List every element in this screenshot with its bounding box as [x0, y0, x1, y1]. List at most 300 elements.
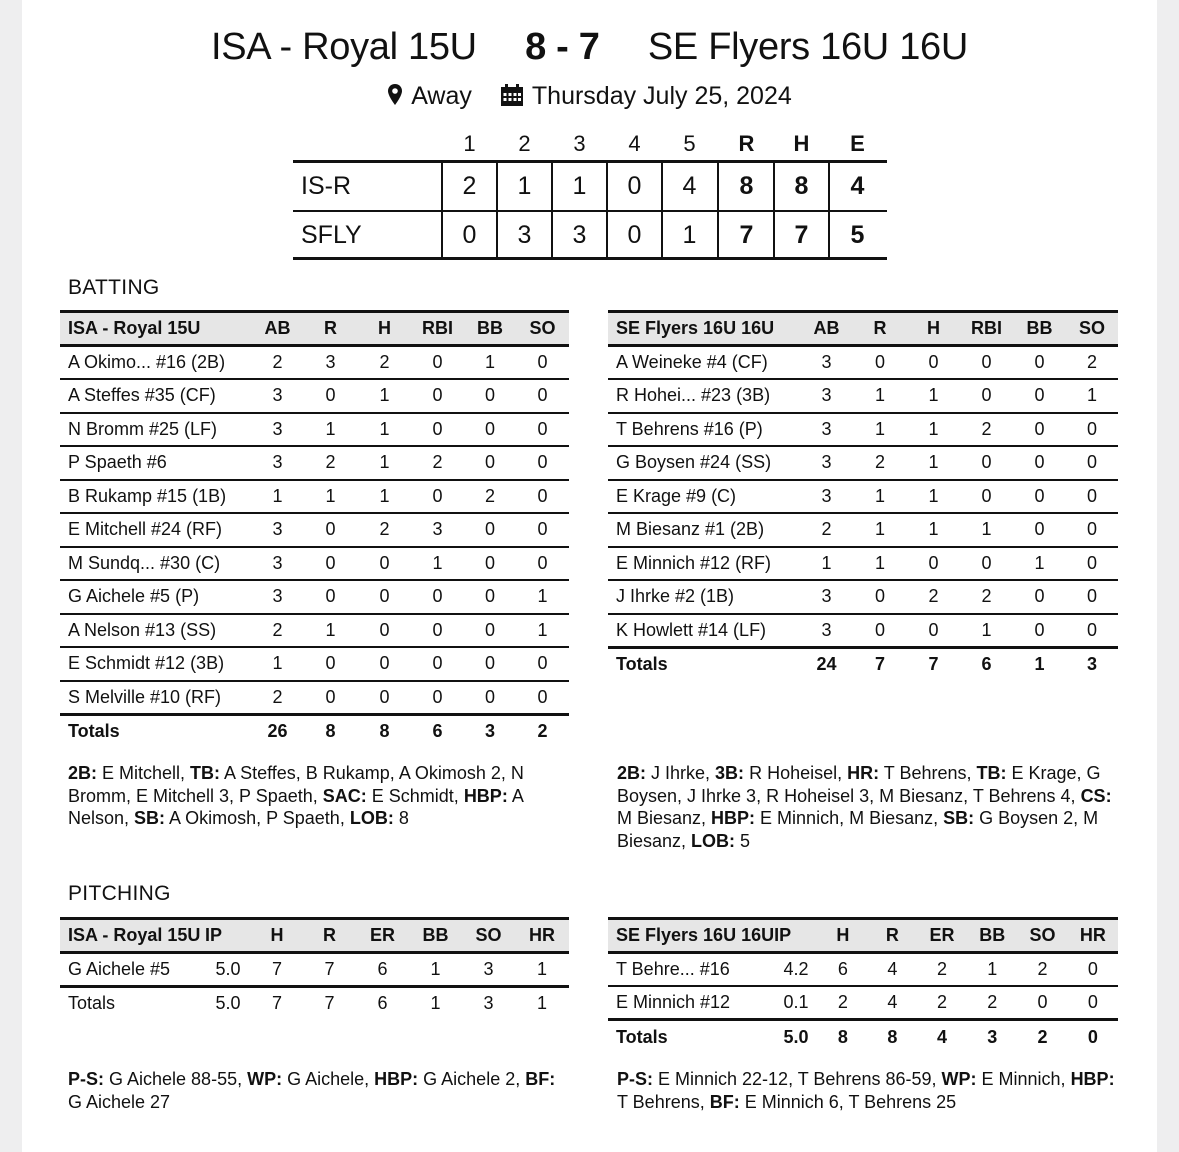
team-header: SE Flyers 16U 16U — [608, 312, 800, 346]
note-label: BF: — [709, 1091, 740, 1112]
stat-cell: 2 — [960, 580, 1013, 614]
stat-cell: 2 — [800, 513, 853, 547]
table-row — [608, 379, 1118, 413]
pitching-header-row — [608, 919, 1118, 953]
stat-cell: 1 — [358, 446, 411, 480]
stat-cell: 2 — [967, 986, 1017, 1020]
stat-cell: 3 — [462, 986, 515, 1020]
stat-cell: 0 — [411, 413, 464, 447]
stat-cell: 0 — [464, 681, 516, 715]
note-label: HBP: — [463, 785, 508, 806]
note-text: E Schmidt, — [366, 785, 464, 806]
stat-cell: 0 — [464, 647, 516, 681]
total-runs: 8 — [739, 172, 754, 200]
stat-cell: 3 — [252, 446, 303, 480]
col-header: IP — [774, 919, 818, 953]
stat-cell: 0.1 — [774, 986, 818, 1020]
note-text: G Aichele 88-55, — [104, 1069, 248, 1089]
stat-cell: 4.2 — [774, 953, 818, 987]
stat-cell: 0 — [853, 580, 907, 614]
stat-cell: 26 — [252, 714, 303, 748]
player-name: G Aichele #5 — [60, 953, 205, 987]
table-row — [60, 513, 569, 547]
col-header: BB — [1013, 312, 1066, 346]
stat-cell: 0 — [1013, 346, 1066, 380]
table-row — [60, 953, 569, 987]
note-label: TB: — [976, 763, 1007, 783]
table-row — [60, 647, 569, 681]
player-name: T Behrens #16 (P) — [608, 413, 800, 447]
batting-table-home — [608, 310, 1118, 681]
total-hits: 7 — [794, 221, 809, 249]
note-label: SAC: — [322, 785, 367, 806]
stat-cell: 2 — [252, 614, 303, 648]
note-text: T Behrens, — [879, 763, 977, 783]
stat-cell: 1 — [907, 480, 960, 514]
table-row — [60, 346, 569, 380]
col-header: ER — [356, 919, 409, 953]
stat-cell: 0 — [411, 580, 464, 614]
stat-cell: 0 — [516, 647, 569, 681]
game-location: Away — [411, 82, 472, 110]
col-header: R — [853, 312, 907, 346]
stat-cell: 0 — [303, 513, 358, 547]
stat-cell: 4 — [917, 1020, 967, 1054]
inning-score: 4 — [682, 172, 697, 200]
stat-cell: 0 — [853, 614, 907, 648]
stat-cell: 0 — [1013, 580, 1066, 614]
col-header: BB — [967, 919, 1017, 953]
stat-cell: 1 — [515, 986, 569, 1020]
table-row — [60, 580, 569, 614]
stat-cell: 1 — [853, 513, 907, 547]
stat-cell: 0 — [853, 346, 907, 380]
col-header: R — [303, 919, 356, 953]
player-name: N Bromm #25 (LF) — [60, 413, 252, 447]
stat-cell: 1 — [358, 413, 411, 447]
stat-cell: 0 — [960, 346, 1013, 380]
stat-cell: 0 — [960, 379, 1013, 413]
totals-label: Totals — [608, 647, 800, 681]
col-header: RBI — [411, 312, 464, 346]
col-header: SO — [516, 312, 569, 346]
totals-label: Totals — [60, 714, 252, 748]
line-score-row — [293, 163, 887, 210]
player-name: G Aichele #5 (P) — [60, 580, 252, 614]
stat-cell: 0 — [516, 681, 569, 715]
stat-cell: 3 — [303, 346, 358, 380]
stat-cell: 0 — [464, 614, 516, 648]
table-row — [608, 953, 1118, 987]
inning-score: 0 — [627, 172, 642, 200]
note-label: HBP: — [711, 808, 756, 828]
stat-cell: 2 — [818, 986, 868, 1020]
note-label: 3B: — [715, 763, 745, 783]
batting-header-row — [60, 312, 569, 346]
stat-cell: 0 — [1017, 986, 1067, 1020]
inning-score: 3 — [572, 221, 587, 249]
inning-score: 1 — [682, 221, 697, 249]
inning-4-header: 4 — [628, 131, 641, 156]
stat-cell: 7 — [303, 953, 356, 987]
table-row — [60, 480, 569, 514]
table-row — [60, 379, 569, 413]
game-date: Thursday July 25, 2024 — [531, 82, 792, 110]
note-text: E Mitchell, — [97, 763, 191, 783]
totals-label: Totals — [60, 986, 205, 1020]
calendar-icon — [500, 83, 524, 114]
stat-cell: 1 — [853, 413, 907, 447]
inning-score: 2 — [462, 172, 477, 200]
note-label: CS: — [1080, 785, 1112, 806]
stat-cell: 1 — [252, 647, 303, 681]
stat-cell: 0 — [411, 379, 464, 413]
stat-cell: 0 — [303, 547, 358, 581]
note-label: P-S: — [68, 1069, 104, 1089]
line-score-header — [293, 128, 887, 160]
pitching-notes-home — [617, 1068, 1122, 1113]
stat-cell: 0 — [1068, 986, 1118, 1020]
total-errors: 5 — [850, 221, 865, 249]
stat-cell: 2 — [917, 986, 967, 1020]
inning-score: 1 — [517, 172, 532, 200]
line-score-row — [293, 210, 887, 257]
stat-cell: 1 — [800, 547, 853, 581]
stat-cell: 1 — [464, 346, 516, 380]
player-name: E Mitchell #24 (RF) — [60, 513, 252, 547]
stat-cell: 0 — [960, 446, 1013, 480]
note-label: LOB: — [691, 830, 736, 851]
totals-row — [608, 1020, 1118, 1054]
note-label: 2B: — [68, 763, 98, 783]
inning-5-header: 5 — [683, 131, 696, 156]
stat-cell: 0 — [516, 413, 569, 447]
note-label: SB: — [134, 808, 166, 828]
stat-cell: 5.0 — [205, 986, 251, 1020]
note-label: HBP: — [374, 1069, 419, 1089]
player-name: E Minnich #12 (RF) — [608, 547, 800, 581]
errors-header: E — [850, 131, 865, 156]
table-row — [608, 480, 1118, 514]
stat-cell: 1 — [1013, 647, 1066, 681]
player-name: B Rukamp #15 (1B) — [60, 480, 252, 514]
stat-cell: 0 — [411, 480, 464, 514]
table-row — [60, 446, 569, 480]
stat-cell: 1 — [967, 953, 1017, 987]
table-row — [608, 346, 1118, 380]
col-header: AB — [800, 312, 853, 346]
stat-cell: 2 — [1017, 953, 1067, 987]
stat-cell: 0 — [303, 647, 358, 681]
player-name: M Sundq... #30 (C) — [60, 547, 252, 581]
stat-cell: 3 — [800, 413, 853, 447]
final-score: 8 - 7 — [525, 26, 600, 68]
stat-cell: 0 — [303, 379, 358, 413]
stat-cell: 8 — [868, 1020, 917, 1054]
stat-cell: 3 — [464, 714, 516, 748]
player-name: T Behre... #16 — [608, 953, 774, 987]
stat-cell: 0 — [1066, 446, 1118, 480]
batting-header-row — [608, 312, 1118, 346]
stat-cell: 1 — [907, 379, 960, 413]
note-text: E Minnich, M Biesanz, — [755, 808, 944, 828]
stat-cell: 0 — [464, 446, 516, 480]
stat-cell: 0 — [411, 647, 464, 681]
stat-cell: 7 — [251, 986, 303, 1020]
player-name: P Spaeth #6 — [60, 446, 252, 480]
stat-cell: 0 — [516, 346, 569, 380]
stat-cell: 1 — [853, 547, 907, 581]
stat-cell: 2 — [1017, 1020, 1067, 1054]
player-name: G Boysen #24 (SS) — [608, 446, 800, 480]
stat-cell: 0 — [464, 513, 516, 547]
stat-cell: 0 — [516, 480, 569, 514]
col-header: H — [251, 919, 303, 953]
stat-cell: 3 — [967, 1020, 1017, 1054]
stat-cell: 0 — [516, 446, 569, 480]
stat-cell: 3 — [800, 446, 853, 480]
stat-cell: 1 — [960, 614, 1013, 648]
table-row — [608, 547, 1118, 581]
table-row — [608, 513, 1118, 547]
stat-cell: 2 — [960, 413, 1013, 447]
stat-cell: 6 — [818, 953, 868, 987]
note-text: M Biesanz, — [617, 808, 712, 828]
pitching-header-row — [60, 919, 569, 953]
stat-cell: 0 — [1013, 379, 1066, 413]
col-header: H — [907, 312, 960, 346]
totals-row — [60, 714, 569, 748]
stat-cell: 0 — [464, 413, 516, 447]
table-row — [60, 681, 569, 715]
col-header: SO — [462, 919, 515, 953]
stat-cell: 1 — [303, 413, 358, 447]
stat-cell: 3 — [252, 580, 303, 614]
col-header: HR — [1068, 919, 1118, 953]
col-header: HR — [515, 919, 569, 953]
table-row — [608, 614, 1118, 648]
stat-cell: 1 — [1013, 547, 1066, 581]
game-header — [0, 26, 1179, 69]
stat-cell: 1 — [358, 480, 411, 514]
col-header: SO — [1066, 312, 1118, 346]
note-text: G Aichele, — [282, 1069, 375, 1089]
stat-cell: 7 — [853, 647, 907, 681]
stat-cell: 7 — [251, 953, 303, 987]
stat-cell: 0 — [358, 580, 411, 614]
stat-cell: 0 — [464, 580, 516, 614]
batting-notes-home — [617, 762, 1122, 852]
note-label: P-S: — [617, 1069, 653, 1089]
stat-cell: 0 — [1013, 480, 1066, 514]
stat-cell: 2 — [1066, 346, 1118, 380]
inning-score: 3 — [517, 221, 532, 249]
inning-3-header: 3 — [573, 131, 586, 156]
stat-cell: 1 — [303, 480, 358, 514]
stat-cell: 0 — [1066, 480, 1118, 514]
stat-cell: 0 — [358, 547, 411, 581]
stat-cell: 0 — [1013, 446, 1066, 480]
stat-cell: 1 — [907, 413, 960, 447]
stat-cell: 1 — [411, 547, 464, 581]
note-text: A Nelson, — [68, 785, 523, 828]
batting-table-away — [60, 310, 569, 748]
stat-cell: 0 — [1013, 413, 1066, 447]
stat-cell: 6 — [411, 714, 464, 748]
note-text: G Aichele 27 — [68, 1091, 171, 1112]
player-name: K Howlett #14 (LF) — [608, 614, 800, 648]
note-text: 5 — [735, 830, 751, 851]
col-header: BB — [409, 919, 462, 953]
stat-cell: 0 — [907, 547, 960, 581]
stat-cell: 0 — [960, 480, 1013, 514]
stat-cell: 0 — [464, 379, 516, 413]
stat-cell: 3 — [411, 513, 464, 547]
table-row — [608, 580, 1118, 614]
total-hits: 8 — [794, 172, 809, 200]
stat-cell: 1 — [516, 614, 569, 648]
stat-cell: 1 — [907, 446, 960, 480]
note-text: E Krage, G Boysen, J Ihrke 3, R Hoheisel 3, M Biesanz, T Behrens 4, — [617, 763, 1101, 806]
stat-cell: 0 — [358, 681, 411, 715]
inning-1-header: 1 — [463, 131, 476, 156]
stat-cell: 3 — [252, 379, 303, 413]
player-name: A Okimo... #16 (2B) — [60, 346, 252, 380]
note-text: E Minnich 6, T Behrens 25 — [739, 1091, 957, 1112]
stat-cell: 2 — [411, 446, 464, 480]
stat-cell: 1 — [516, 580, 569, 614]
stat-cell: 6 — [356, 953, 409, 987]
note-label: LOB: — [349, 808, 394, 828]
stat-cell: 0 — [411, 346, 464, 380]
stat-cell: 24 — [800, 647, 853, 681]
team-abbr: SFLY — [301, 221, 362, 249]
stat-cell: 0 — [303, 580, 358, 614]
total-runs: 7 — [739, 221, 754, 249]
player-name: A Nelson #13 (SS) — [60, 614, 252, 648]
note-text: G Boysen 2, M Biesanz, — [617, 808, 1099, 851]
stat-cell: 2 — [516, 714, 569, 748]
col-header: RBI — [960, 312, 1013, 346]
col-header: SO — [1017, 919, 1067, 953]
stat-cell: 3 — [1066, 647, 1118, 681]
table-row — [608, 413, 1118, 447]
player-name: E Minnich #12 — [608, 986, 774, 1020]
col-header: AB — [252, 312, 303, 346]
stat-cell: 5.0 — [774, 1020, 818, 1054]
stat-cell: 0 — [411, 614, 464, 648]
hits-header: H — [793, 131, 810, 156]
table-row — [60, 413, 569, 447]
note-text: G Aichele 2, — [418, 1069, 526, 1089]
stat-cell: 8 — [303, 714, 358, 748]
stat-cell: 0 — [358, 647, 411, 681]
stat-cell: 3 — [252, 513, 303, 547]
stat-cell: 4 — [868, 986, 917, 1020]
pitching-table-away — [60, 917, 569, 1020]
inning-score: 1 — [572, 172, 587, 200]
table-row — [608, 986, 1118, 1020]
stat-cell: 1 — [358, 379, 411, 413]
totals-label: Totals — [608, 1020, 774, 1054]
stat-cell: 0 — [411, 681, 464, 715]
note-text: E Minnich, — [976, 1069, 1071, 1089]
stat-cell: 2 — [853, 446, 907, 480]
batting-notes-away — [68, 762, 573, 830]
stat-cell: 1 — [1066, 379, 1118, 413]
batting-section-title: BATTING — [68, 276, 160, 299]
stat-cell: 0 — [1068, 953, 1118, 987]
team-abbr: IS-R — [301, 172, 351, 200]
stat-cell: 1 — [409, 953, 462, 987]
player-name: S Melville #10 (RF) — [60, 681, 252, 715]
total-errors: 4 — [850, 172, 865, 200]
game-meta — [0, 82, 1179, 114]
stat-cell: 3 — [800, 346, 853, 380]
note-label: WP: — [247, 1069, 283, 1089]
stat-cell: 0 — [907, 614, 960, 648]
note-text: A Steffes, B Rukamp, A Okimosh 2, N Bromm, E Mitchell 3, P Spaeth, — [68, 763, 524, 806]
home-team-name: SE Flyers 16U 16U — [647, 26, 969, 68]
stat-cell: 1 — [303, 614, 358, 648]
stat-cell: 6 — [960, 647, 1013, 681]
stat-cell: 0 — [516, 547, 569, 581]
stat-cell: 0 — [303, 681, 358, 715]
pitching-table-home — [608, 917, 1118, 1053]
note-label: WP: — [941, 1069, 977, 1089]
team-header: ISA - Royal 15U — [60, 919, 205, 953]
col-header: ER — [917, 919, 967, 953]
stat-cell: 2 — [464, 480, 516, 514]
stat-cell: 3 — [800, 580, 853, 614]
stat-cell: 4 — [868, 953, 917, 987]
col-header: R — [303, 312, 358, 346]
away-team-name: ISA - Royal 15U — [210, 26, 477, 68]
stat-cell: 2 — [252, 681, 303, 715]
runs-header: R — [738, 131, 755, 156]
inning-score: 0 — [462, 221, 477, 249]
stat-cell: 6 — [356, 986, 409, 1020]
stat-cell: 0 — [1066, 614, 1118, 648]
pitching-notes-away — [68, 1068, 573, 1113]
table-row — [608, 446, 1118, 480]
stat-cell: 3 — [252, 547, 303, 581]
note-label: BF: — [525, 1069, 556, 1089]
stat-cell: 0 — [1068, 1020, 1118, 1054]
stat-cell: 8 — [358, 714, 411, 748]
stat-cell: 1 — [515, 953, 569, 987]
stat-cell: 2 — [303, 446, 358, 480]
note-text: 8 — [393, 808, 409, 828]
stat-cell: 3 — [800, 480, 853, 514]
stat-cell: 7 — [303, 986, 356, 1020]
stat-cell: 3 — [462, 953, 515, 987]
note-label: HR: — [847, 763, 880, 783]
stat-cell: 1 — [853, 480, 907, 514]
totals-row — [608, 647, 1118, 681]
stat-cell: 0 — [907, 346, 960, 380]
note-text: T Behrens, — [617, 1091, 710, 1112]
note-text: E Minnich 22-12, T Behrens 86-59, — [653, 1069, 942, 1089]
stat-cell: 2 — [252, 346, 303, 380]
stat-cell: 1 — [252, 480, 303, 514]
stat-cell: 3 — [800, 379, 853, 413]
col-header: IP — [205, 919, 251, 953]
inning-2-header: 2 — [518, 131, 531, 156]
pitching-section-title: PITCHING — [68, 882, 171, 905]
stat-cell: 0 — [358, 614, 411, 648]
note-text: R Hoheisel, — [744, 763, 848, 783]
